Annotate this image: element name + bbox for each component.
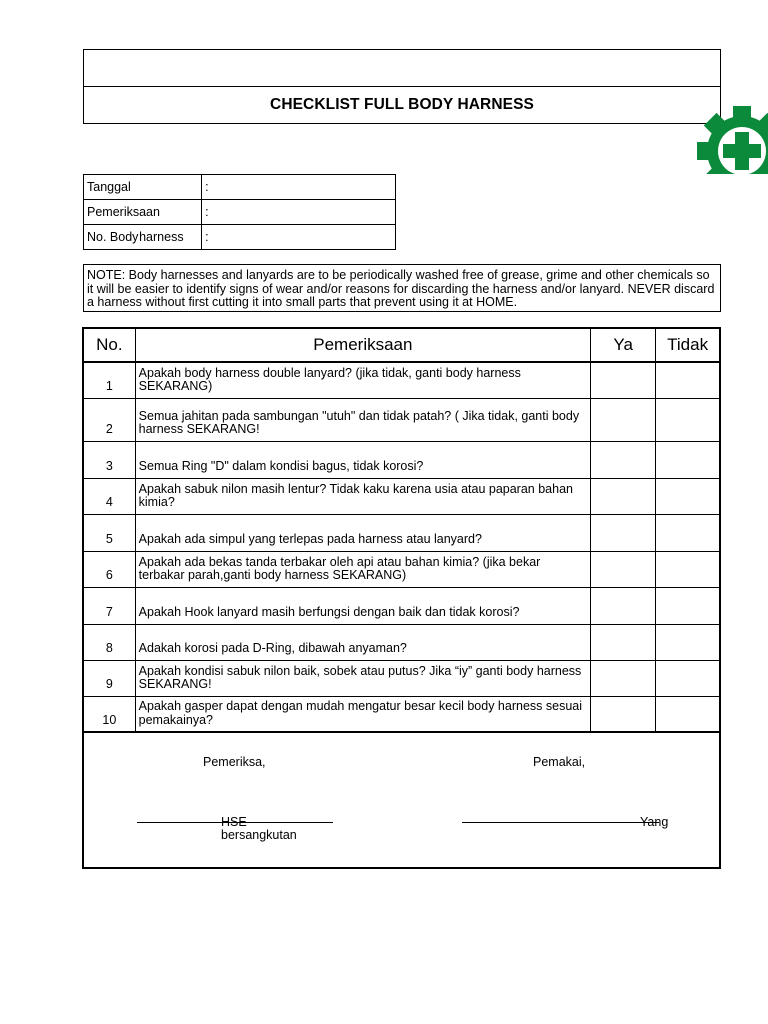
item-number: 6 — [83, 551, 135, 587]
info-value-field[interactable]: : — [202, 200, 396, 225]
signature-right-name-cont: bersangkutan — [221, 828, 297, 842]
table-row — [83, 362, 720, 398]
item-question: Apakah sabuk nilon masih lentur? Tidak kaku karena usia atau paparan bahan kimia? — [135, 478, 590, 514]
tidak-check-cell[interactable] — [656, 624, 720, 660]
ya-check-cell[interactable] — [591, 624, 656, 660]
signature-line-right[interactable] — [462, 822, 659, 823]
item-number: 3 — [83, 441, 135, 478]
table-row — [83, 398, 720, 441]
note-box: NOTE: Body harnesses and lanyards are to be periodically washed free of grease, grime and other chemicals so it will be easier to identify signs of wear and/or reasons for discarding the harness and/or lanyard. NEVER discard a harness without first cutting it into small parts that prevent using it at HOME. — [83, 264, 721, 312]
item-question: Apakah Hook lanyard masih berfungsi dengan baik dan tidak korosi? — [135, 587, 590, 624]
info-row-tanggal — [84, 175, 396, 200]
signature-right-name: Yang — [640, 815, 669, 829]
header-no: No. — [83, 328, 135, 362]
item-number: 1 — [83, 362, 135, 398]
ya-check-cell[interactable] — [591, 587, 656, 624]
item-number: 5 — [83, 514, 135, 551]
tidak-check-cell[interactable] — [656, 441, 720, 478]
tidak-check-cell[interactable] — [656, 478, 720, 514]
table-row — [83, 624, 720, 660]
info-value-field[interactable]: : — [202, 225, 396, 250]
header-tidak: Tidak — [656, 328, 720, 362]
item-number: 2 — [83, 398, 135, 441]
tidak-check-cell[interactable] — [656, 551, 720, 587]
item-question: Semua jahitan pada sambungan "utuh" dan tidak patah? ( Jika tidak, ganti body harness SEKARANG! — [135, 398, 590, 441]
signature-left-title: Pemeriksa, — [203, 755, 266, 769]
table-row — [83, 478, 720, 514]
table-row — [83, 551, 720, 587]
tidak-check-cell[interactable] — [656, 587, 720, 624]
item-question: Apakah kondisi sabuk nilon baik, sobek atau putus? Jika “iy” ganti body harness SEKARANG! — [135, 660, 590, 696]
item-question: Apakah ada bekas tanda terbakar oleh api atau bahan kimia? (jika bekar terbakar parah,ganti body harness SEKARANG) — [135, 551, 590, 587]
signature-section — [82, 727, 721, 869]
item-number: 9 — [83, 660, 135, 696]
ya-check-cell[interactable] — [591, 478, 656, 514]
item-question: Apakah body harness double lanyard? (jika tidak, ganti body harness SEKARANG) — [135, 362, 590, 398]
info-label-cont — [139, 175, 202, 200]
checklist-header-row — [83, 328, 720, 362]
info-row-pemeriksaan — [84, 200, 396, 225]
ya-check-cell[interactable] — [591, 551, 656, 587]
item-question: Apakah ada simpul yang terlepas pada harness atau lanyard? — [135, 514, 590, 551]
signature-left-name: HSE — [221, 815, 247, 829]
info-label: Pemeriks — [84, 200, 140, 225]
page-title: CHECKLIST FULL BODY HARNESS — [270, 96, 534, 113]
table-row — [83, 441, 720, 478]
ya-check-cell[interactable] — [591, 514, 656, 551]
signature-right-title: Pemakai, — [533, 755, 586, 769]
item-question: Apakah gasper dapat dengan mudah mengatur besar kecil body harness sesuai pemakainya? — [135, 696, 590, 732]
tidak-check-cell[interactable] — [656, 398, 720, 441]
ya-check-cell[interactable] — [591, 362, 656, 398]
ya-check-cell[interactable] — [591, 660, 656, 696]
tidak-check-cell[interactable] — [656, 660, 720, 696]
header-pemeriksaan: Pemeriksaan — [135, 328, 590, 362]
safety-gear-logo-icon — [695, 104, 768, 174]
checklist-table — [82, 327, 721, 733]
item-number: 4 — [83, 478, 135, 514]
ya-check-cell[interactable] — [591, 398, 656, 441]
item-number: 7 — [83, 587, 135, 624]
table-row — [83, 660, 720, 696]
info-label: No. Body — [84, 225, 140, 250]
info-table — [83, 174, 396, 250]
title-box — [83, 49, 721, 124]
info-row-no-body-harness — [84, 225, 396, 250]
item-question: Adakah korosi pada D-Ring, dibawah anyaman? — [135, 624, 590, 660]
title-divider — [84, 86, 720, 87]
tidak-check-cell[interactable] — [656, 362, 720, 398]
info-value-field[interactable]: : — [202, 175, 396, 200]
header-ya: Ya — [591, 328, 656, 362]
ya-check-cell[interactable] — [591, 441, 656, 478]
tidak-check-cell[interactable] — [656, 514, 720, 551]
item-number: 10 — [83, 696, 135, 732]
table-row — [83, 587, 720, 624]
info-label: Tanggal — [84, 175, 140, 200]
info-label-cont: aan — [139, 200, 202, 225]
table-row — [83, 514, 720, 551]
item-number: 8 — [83, 624, 135, 660]
info-label-cont: harness — [139, 225, 202, 250]
item-question: Semua Ring "D" dalam kondisi bagus, tidak korosi? — [135, 441, 590, 478]
